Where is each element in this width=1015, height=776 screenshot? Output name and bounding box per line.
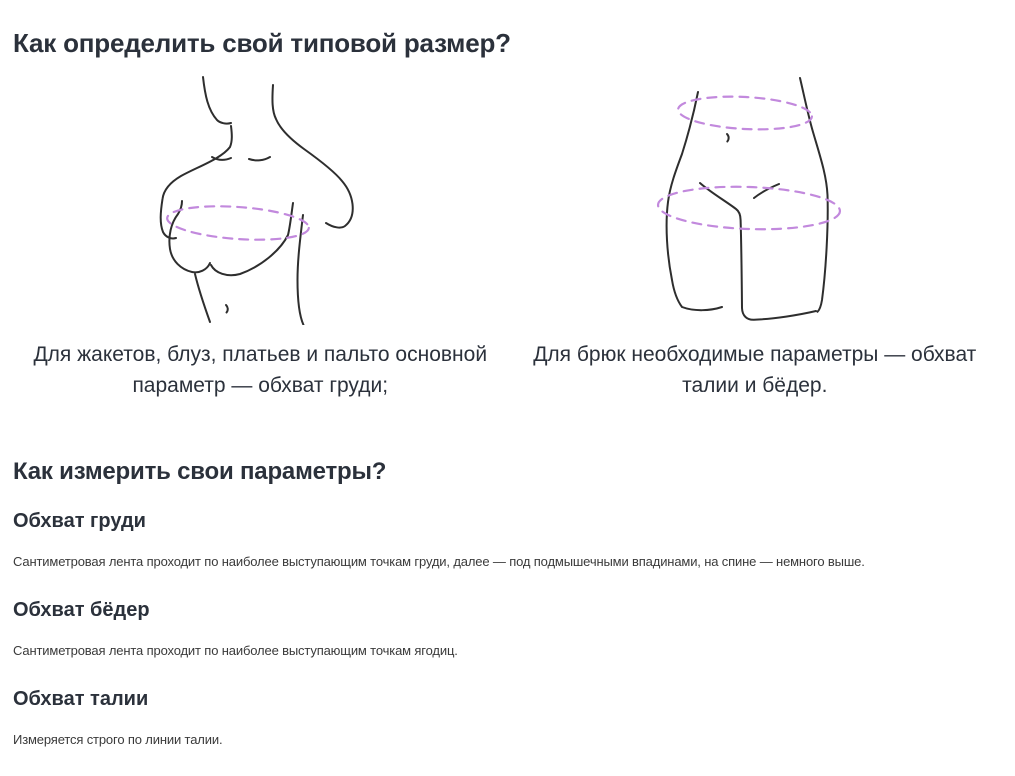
hips-illustration-box	[640, 73, 870, 325]
measure-item-title: Обхват талии	[13, 688, 149, 710]
bust-measure-tape	[166, 202, 310, 244]
bust-illustration	[155, 75, 365, 325]
measure-item-hips	[13, 599, 1002, 658]
measure-item-title: Обхват бёдер	[13, 599, 150, 621]
torso-right-shoulder-line	[273, 85, 353, 228]
figure-bust	[13, 73, 508, 401]
torso-left-collarbone	[212, 157, 231, 160]
measure-item-waist	[13, 688, 1002, 747]
torso-right-collarbone	[249, 157, 270, 160]
hips-caption: Для брюк необходимые параметры — обхват талии и бёдер.	[533, 343, 977, 397]
torso-navel-mark	[226, 305, 228, 313]
hips-inner-leg-line	[700, 183, 816, 320]
measure-item-bust	[13, 510, 1002, 569]
waist-measure-tape	[677, 94, 812, 133]
hips-illustration	[640, 70, 870, 325]
torso-left-side-line	[195, 274, 210, 322]
bust-caption: Для жакетов, блуз, платьев и пальто основной параметр — обхват груди;	[33, 343, 488, 397]
measure-section-heading: Как измерить свои параметры?	[13, 458, 387, 485]
hip-measure-tape	[657, 184, 840, 232]
figure-hips	[508, 73, 1003, 401]
page-title: Как определить свой типовой размер?	[13, 28, 511, 58]
torso-jaw-line	[203, 77, 231, 124]
measure-item-description: Измеряется строго по линии талии.	[13, 732, 223, 747]
measure-item-description: Сантиметровая лента проходит по наиболее выступающим точкам ягодиц.	[13, 643, 458, 658]
measure-item-description: Сантиметровая лента проходит по наиболее выступающим точкам груди, далее — под подмышечными впадинами, на спине — немного выше.	[13, 554, 865, 569]
torso-right-side-line	[298, 215, 304, 325]
figures-row	[13, 73, 1002, 401]
bust-illustration-box	[155, 73, 365, 325]
hips-bikini-mark	[754, 184, 779, 198]
measure-item-title: Обхват груди	[13, 510, 146, 532]
torso-left-shoulder-line	[161, 126, 232, 238]
hips-navel-mark	[727, 134, 729, 142]
